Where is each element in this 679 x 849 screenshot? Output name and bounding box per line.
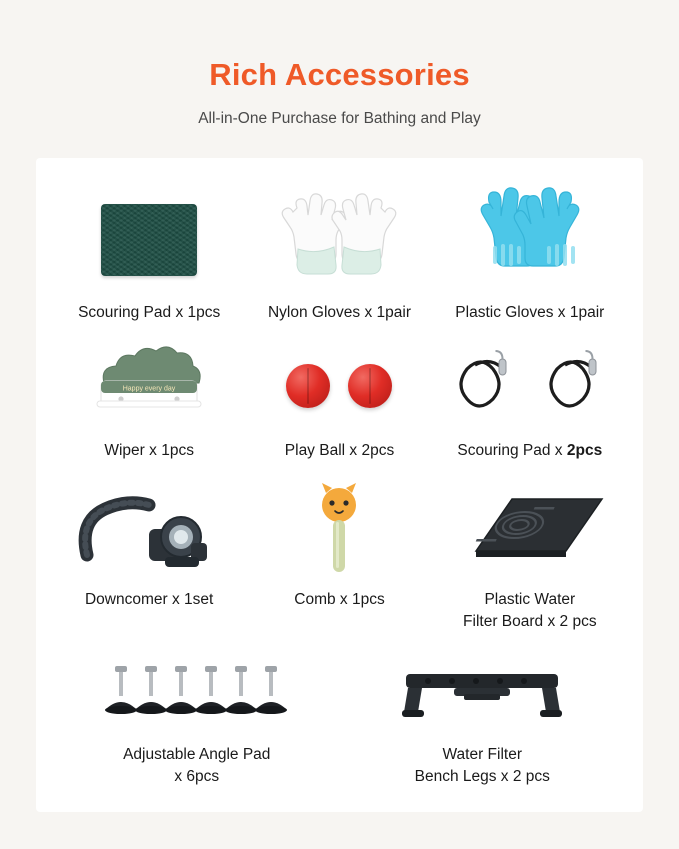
page-subtitle: All-in-One Purchase for Bathing and Play — [198, 110, 481, 128]
item-caption: Plastic Gloves x 1pair — [455, 304, 605, 321]
bench-legs-icon — [340, 652, 626, 738]
comb-icon — [244, 479, 434, 583]
item-caption — [119, 744, 274, 789]
item-plastic-gloves — [435, 184, 625, 324]
scouring-pad-icon — [54, 184, 244, 296]
item-caption: Comb x 1pcs — [294, 590, 385, 608]
item-nylon-gloves — [244, 184, 434, 324]
item-caption — [453, 440, 606, 462]
accessories-grid — [36, 158, 643, 789]
item-wiper — [54, 338, 244, 462]
item-bench-legs — [340, 652, 626, 789]
accessories-row — [54, 479, 625, 634]
wiper-label: Happy every day — [122, 385, 176, 393]
play-ball-icon — [244, 338, 434, 434]
item-caption-qty: 2pcs — [566, 442, 603, 460]
downcomer-icon — [54, 479, 244, 583]
item-caption-line2: x 6pcs — [174, 768, 220, 786]
item-caption — [411, 744, 554, 789]
item-caption — [459, 589, 601, 634]
accessories-row — [54, 184, 625, 324]
nylon-gloves-icon — [244, 184, 434, 296]
wiper-icon — [54, 338, 244, 434]
angle-pad-icon — [54, 652, 340, 738]
rope-icon — [435, 338, 625, 434]
item-caption-line2: Bench Legs x 2 pcs — [414, 768, 550, 786]
plastic-gloves-icon — [435, 184, 625, 296]
item-caption-text: Scouring Pad x — [457, 442, 567, 460]
item-caption-line1: Water Filter — [442, 745, 522, 763]
item-caption-line2: Filter Board x 2 pcs — [463, 613, 597, 631]
accessories-card — [36, 158, 643, 812]
accessories-row — [54, 338, 625, 462]
item-caption: Scouring Pad x 1pcs — [78, 304, 221, 321]
item-caption: Downcomer x 1set — [84, 590, 214, 608]
filter-board-icon — [435, 479, 625, 583]
item-caption-line1: Adjustable Angle Pad — [123, 745, 271, 763]
page-header — [0, 0, 679, 128]
item-caption: Nylon Gloves x 1pair — [267, 304, 411, 321]
item-comb — [244, 479, 434, 634]
item-play-ball — [244, 338, 434, 462]
accessories-row — [54, 652, 625, 789]
item-scouring-pad-rope — [435, 338, 625, 462]
item-angle-pad — [54, 652, 340, 789]
item-scouring-pad — [54, 184, 244, 324]
item-caption: Play Ball x 2pcs — [284, 442, 395, 460]
item-caption-line1: Plastic Water — [484, 590, 576, 608]
page-title: Rich Accessories — [209, 57, 470, 92]
item-filter-board — [435, 479, 625, 634]
item-caption: Wiper x 1pcs — [104, 442, 194, 460]
item-downcomer — [54, 479, 244, 634]
